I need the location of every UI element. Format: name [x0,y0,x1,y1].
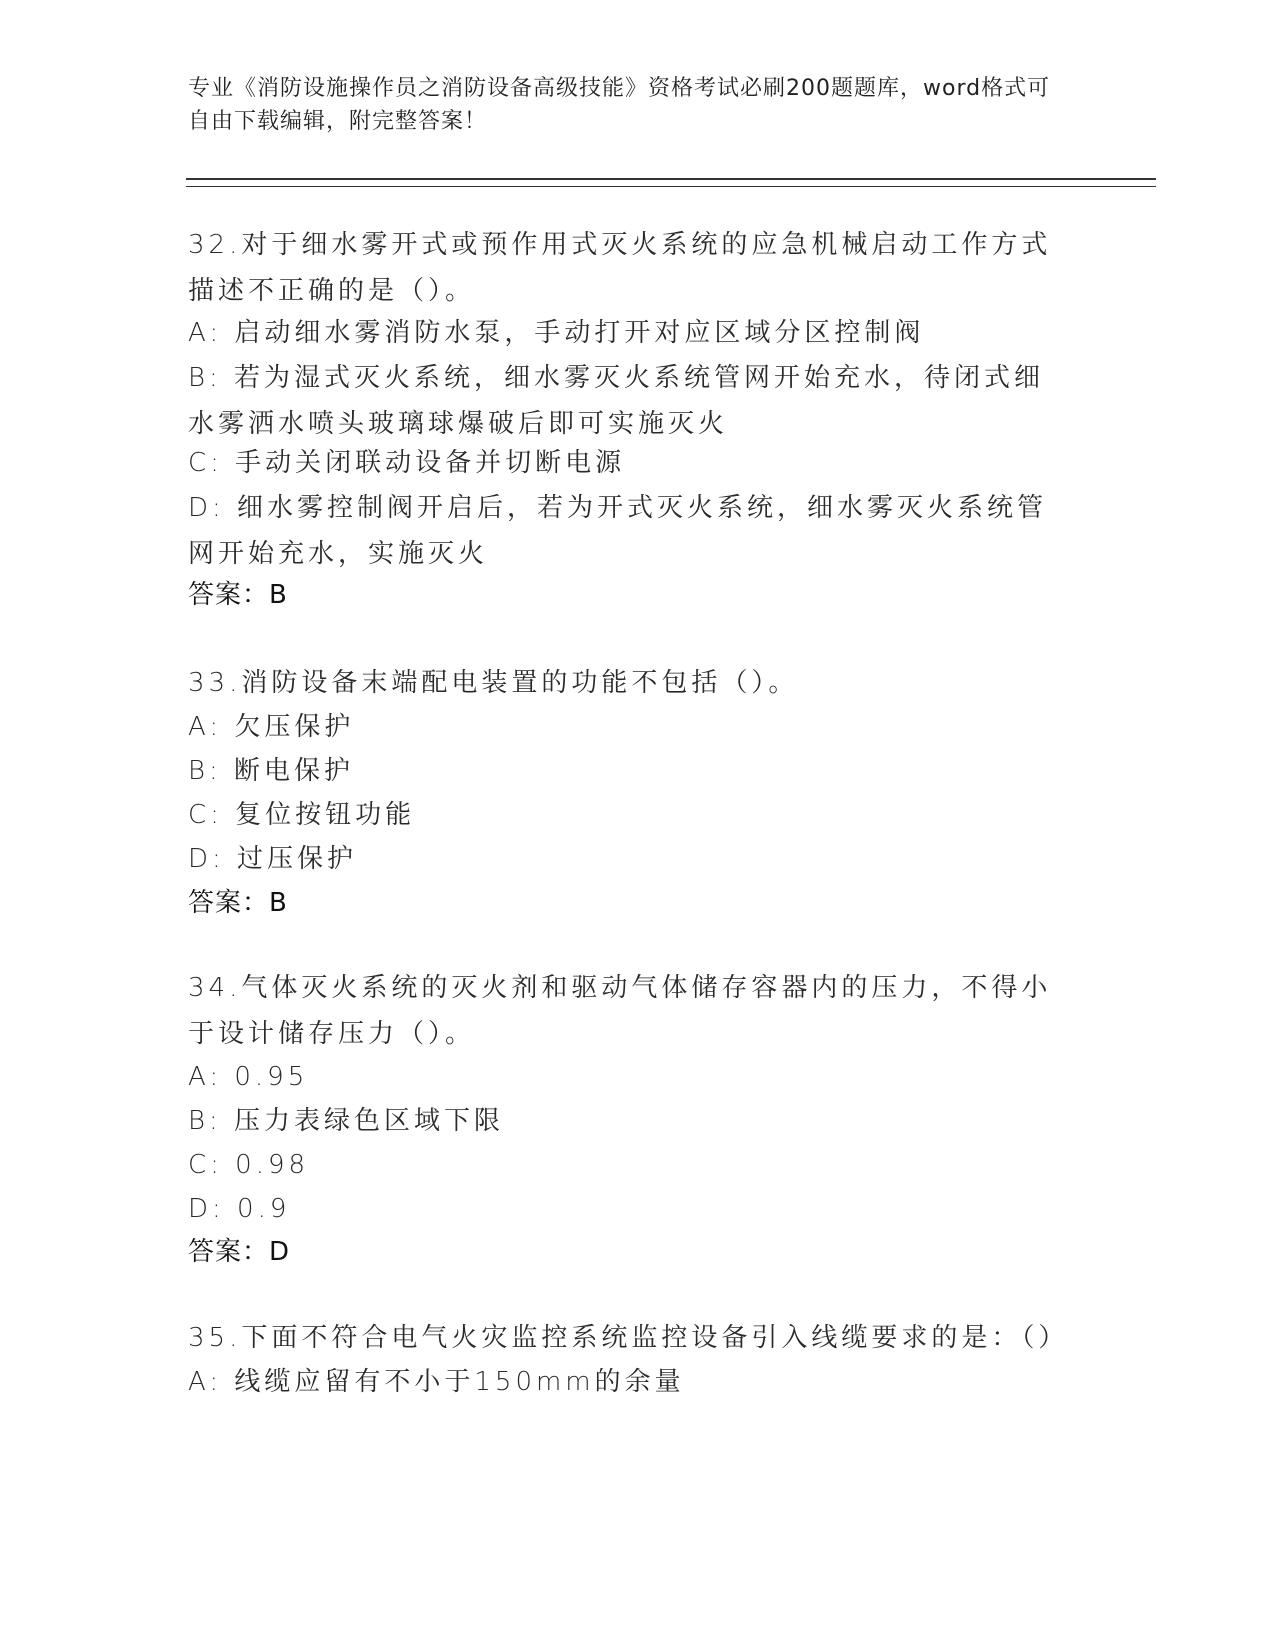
question-33-option-b: B: 断电保护 [188,756,355,786]
question-34-option-d: D: 0.9 [188,1194,291,1224]
question-33-stem: 33.消防设备末端配电装置的功能不包括（）。 [188,668,799,698]
question-32-option-a: A: 启动细水雾消防水泵，手动打开对应区域分区控制阀 [188,318,925,348]
question-34-answer: 答案：D [188,1237,291,1267]
question-32-answer: 答案：B [188,580,288,610]
question-32-option-d: D: 细水雾控制阀开启后，若为开式灭火系统，细水雾灭火系统管网开始充水，实施灭火 [188,493,1048,569]
question-35-stem: 35.下面不符合电气火灾监控系统监控设备引入线缆要求的是：（） [188,1323,1069,1353]
question-34-option-b: B: 压力表绿色区域下限 [188,1106,505,1136]
question-32-option-b: B: 若为湿式灭火系统，细水雾灭火系统管网开始充水，待闭式细水雾洒水喷头玻璃球爆破后即可实施灭火 [188,363,1045,439]
question-34-option-a: A: 0.95 [188,1062,309,1092]
question-33-option-a: A: 欠压保护 [188,712,355,742]
question-32-option-c: C: 手动关闭联动设备并切断电源 [188,448,626,478]
header-double-rule [186,178,1156,187]
question-35-option-a: A: 线缆应留有不小于150mm的余量 [188,1367,685,1397]
question-32-stem: 32.对于细水雾开式或预作用式灭火系统的应急机械启动工作方式描述不正确的是（）。 [188,230,1052,306]
question-33-option-d: D: 过压保护 [188,844,358,874]
question-33-answer: 答案：B [188,888,288,918]
document-header: 专业《消防设施操作员之消防设备高级技能》资格考试必刷200题题库，word格式可自由下载编辑，附完整答案！ [188,76,1051,134]
question-33-option-c: C: 复位按钮功能 [188,800,416,830]
question-34-stem: 34.气体灭火系统的灭火剂和驱动气体储存容器内的压力，不得小于设计储存压力（）。 [188,973,1052,1049]
question-34-option-c: C: 0.98 [188,1150,310,1180]
